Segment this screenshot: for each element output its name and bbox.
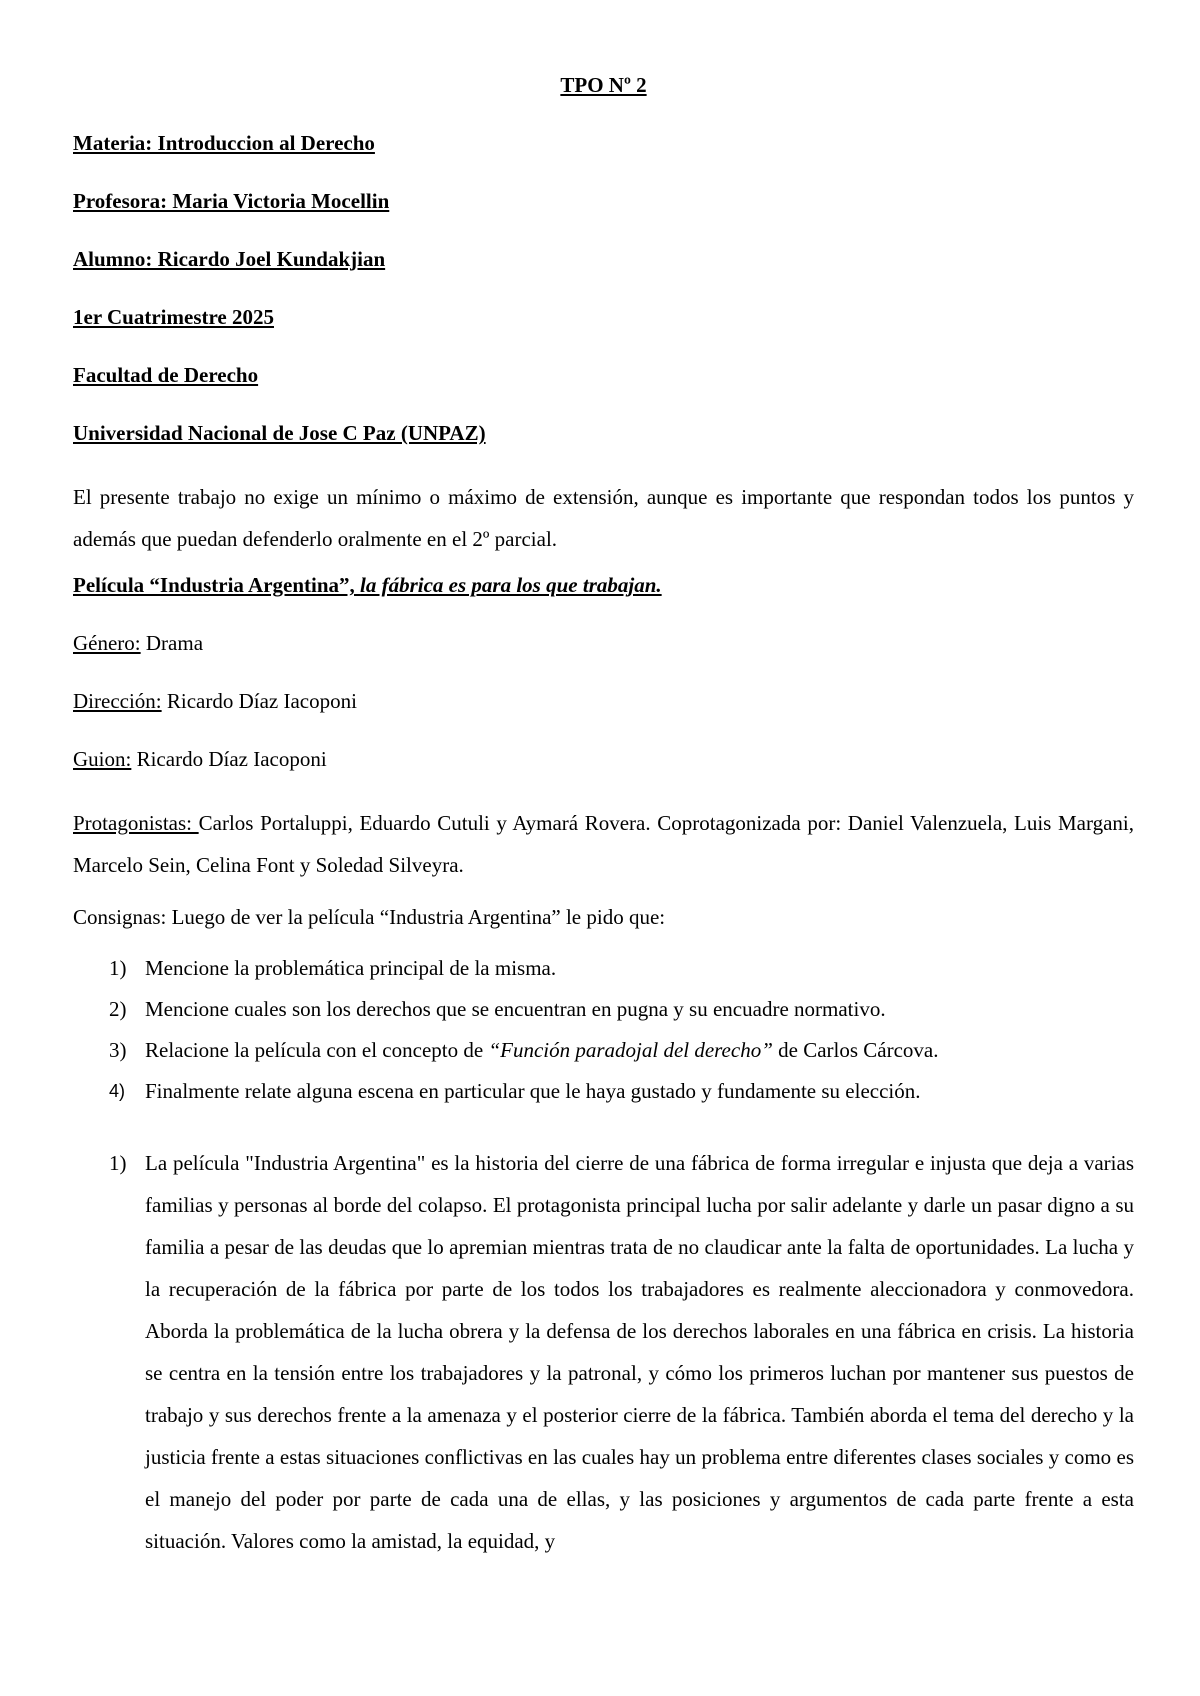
answer-number: 1) — [109, 1151, 127, 1175]
question-number: 1) — [109, 956, 127, 980]
genre-value: Drama — [140, 631, 204, 655]
protagonists-label: Protagonistas: — [73, 811, 199, 835]
director-value: Ricardo Díaz Iacoponi — [161, 689, 357, 713]
questions-list — [73, 948, 1134, 1112]
protagonists-field — [73, 802, 1134, 886]
question-text: Relacione la película con el concepto de — [145, 1038, 489, 1062]
list-item — [73, 1030, 1134, 1071]
university-line: Universidad Nacional de Jose C Paz (UNPAZ) — [73, 421, 486, 445]
film-title-plain: Película “Industria Argentina”, — [73, 573, 361, 597]
document-title: TPO Nº 2 — [560, 73, 647, 97]
question-number: 2) — [109, 997, 127, 1021]
genre-field — [73, 628, 1134, 658]
question-text: Mencione cuales son los derechos que se encuentran en pugna y su encuadre normativo. — [145, 997, 886, 1021]
genre-label: Género: — [73, 631, 141, 655]
question-text-after: de Carlos Cárcova. — [772, 1038, 939, 1062]
question-number: 3) — [109, 1038, 127, 1062]
question-number: 4) — [109, 1081, 126, 1101]
instructions-line: Consignas: Luego de ver la película “Industria Argentina” le pido que: — [73, 905, 666, 929]
faculty-line: Facultad de Derecho — [73, 363, 259, 387]
film-title-italic: la fábrica es para los que trabajan. — [360, 573, 662, 597]
question-text: Finalmente relate alguna escena en particular que le haya gustado y fundamente su elección. — [145, 1079, 921, 1103]
intro-paragraph: El presente trabajo no exige un mínimo o máximo de extensión, aunque es importante que respondan todos los puntos y además que puedan defenderlo oralmente en el 2º parcial. — [73, 485, 1134, 551]
list-item — [73, 948, 1134, 989]
protagonists-value: Carlos Portaluppi, Eduardo Cutuli y Aymará Rovera. Coprotagonizada por: Daniel Valenzuela, Luis Margani, Marcelo Sein, Celina Font y Soledad Silveyra. — [73, 811, 1135, 877]
question-text: Mencione la problemática principal de la misma. — [145, 956, 557, 980]
answer-text: La película "Industria Argentina" es la historia del cierre de una fábrica de forma irregular e injusta que deja a varias familias y personas al borde del colapso. El protagonista principal lucha por salir adelante y darle un pasar digno a su familia a pesar de las deudas que lo apremian mientras trata de no claudicar ante la falta de oportunidades. La lucha y la recuperación de la fábrica por parte de los todos los trabajadores es realmente aleccionadora y conmovedora. Aborda la problemática de la lucha obrera y la defensa de los derechos laborales en una fábrica en crisis. La historia se centra en la tensión entre los trabajadores y la patronal, y cómo los primeros luchan por mantener sus puestos de trabajo y sus derechos frente a la amenaza y el posterior cierre de la fábrica. También aborda el tema del derecho y la justicia frente a estas situaciones conflictivas en las cuales hay un problema entre diferentes clases sociales y como es el manejo del poder por parte de cada una de ellas, y las posiciones y argumentos de cada parte frente a esta situación. Valores como la amistad, la equidad, y — [145, 1151, 1134, 1553]
list-item — [73, 989, 1134, 1030]
term-line: 1er Cuatrimestre 2025 — [73, 305, 274, 329]
script-label: Guion: — [73, 747, 132, 771]
script-value: Ricardo Díaz Iacoponi — [131, 747, 327, 771]
list-item — [73, 1142, 1134, 1562]
question-italic-concept: “Función paradojal del derecho” — [488, 1038, 773, 1062]
director-field — [73, 686, 1134, 716]
list-item — [73, 1071, 1134, 1112]
professor-line: Profesora: Maria Victoria Mocellin — [73, 189, 390, 213]
student-line: Alumno: Ricardo Joel Kundakjian — [73, 247, 386, 271]
script-field — [73, 744, 1134, 774]
film-title — [73, 570, 1134, 600]
answers-list — [73, 1142, 1134, 1562]
director-label: Dirección: — [73, 689, 162, 713]
subject-line: Materia: Introduccion al Derecho — [73, 131, 375, 155]
